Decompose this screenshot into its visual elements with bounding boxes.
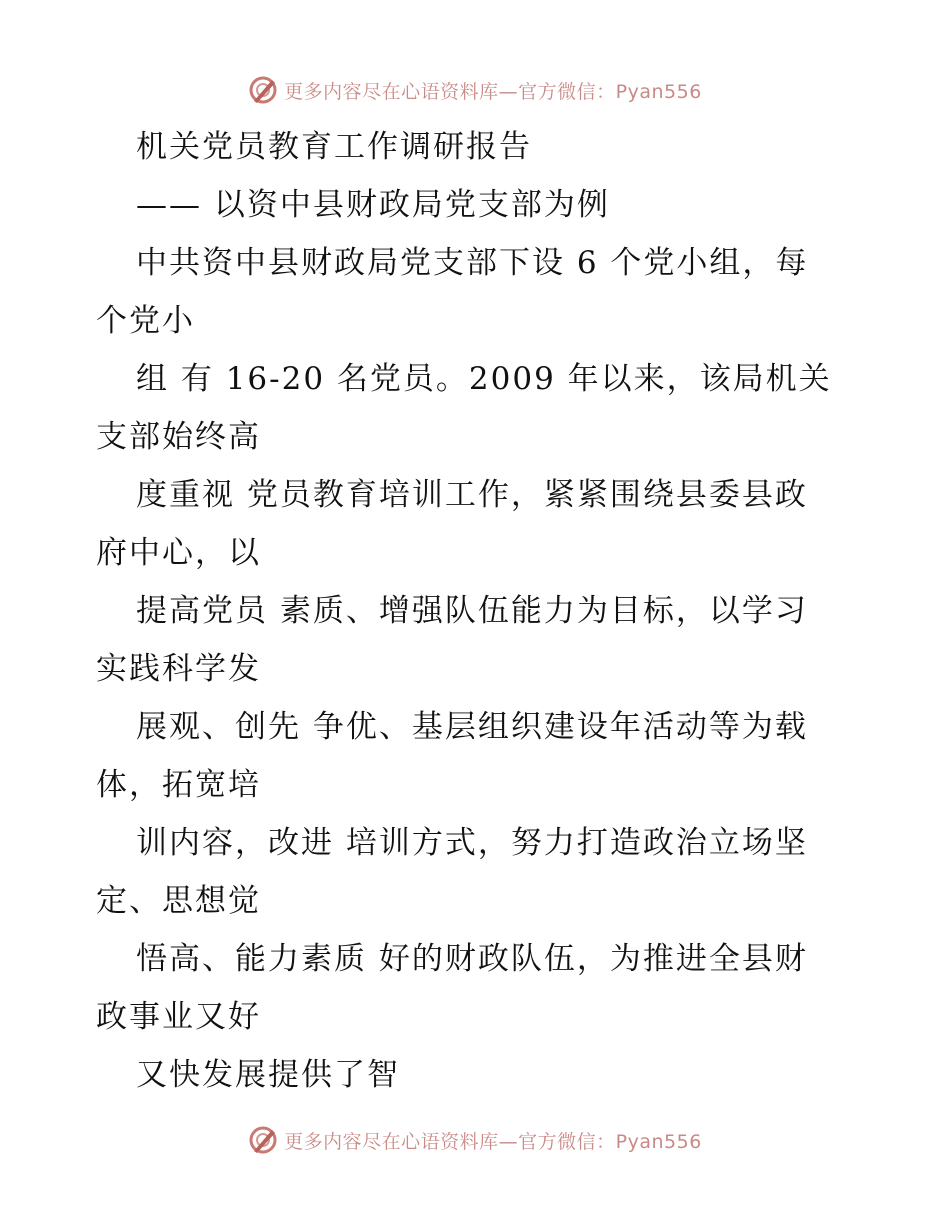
text-line: 悟高、能力素质 好的财政队伍，为推进全县财 — [136, 941, 808, 977]
text-line: 体，拓宽培 — [96, 767, 261, 803]
text-line: 训内容，改进 培训方式，努力打造政治立场坚 — [136, 825, 808, 861]
watermark-banner-bottom — [0, 1120, 950, 1160]
doc-subtitle: —— 以资中县财政局党支部为例 — [136, 187, 610, 223]
watermark-text: 更多内容尽在心语资料库—官方微信：Pyan556 — [284, 80, 702, 103]
text-line: 支部始终高 — [96, 419, 261, 455]
watermark-text: 更多内容尽在心语资料库—官方微信：Pyan556 — [284, 1130, 702, 1153]
text-line: 定、思想觉 — [96, 883, 261, 919]
text-line: 度重视 党员教育培训工作，紧紧围绕县委县政 — [136, 477, 808, 513]
document-body — [96, 118, 856, 1104]
text-line: 组 有 16-20 名党员。2009 年以来，该局机关 — [136, 361, 832, 397]
text-line: 府中心，以 — [96, 535, 261, 571]
doc-title: 机关党员教育工作调研报告 — [136, 129, 532, 165]
watermark-banner-top — [0, 70, 950, 110]
text-line: 又快发展提供了智 — [136, 1057, 400, 1093]
quill-seal-icon — [248, 1125, 278, 1155]
text-line: 政事业又好 — [96, 999, 261, 1035]
text-line: 中共资中县财政局党支部下设 6 个党小组，每 — [136, 245, 809, 281]
text-line: 个党小 — [96, 303, 195, 339]
text-line: 提高党员 素质、增强队伍能力为目标，以学习 — [136, 593, 808, 629]
text-line: 展观、创先 争优、基层组织建设年活动等为载 — [136, 709, 808, 745]
quill-seal-icon — [248, 75, 278, 105]
text-line: 实践科学发 — [96, 651, 261, 687]
